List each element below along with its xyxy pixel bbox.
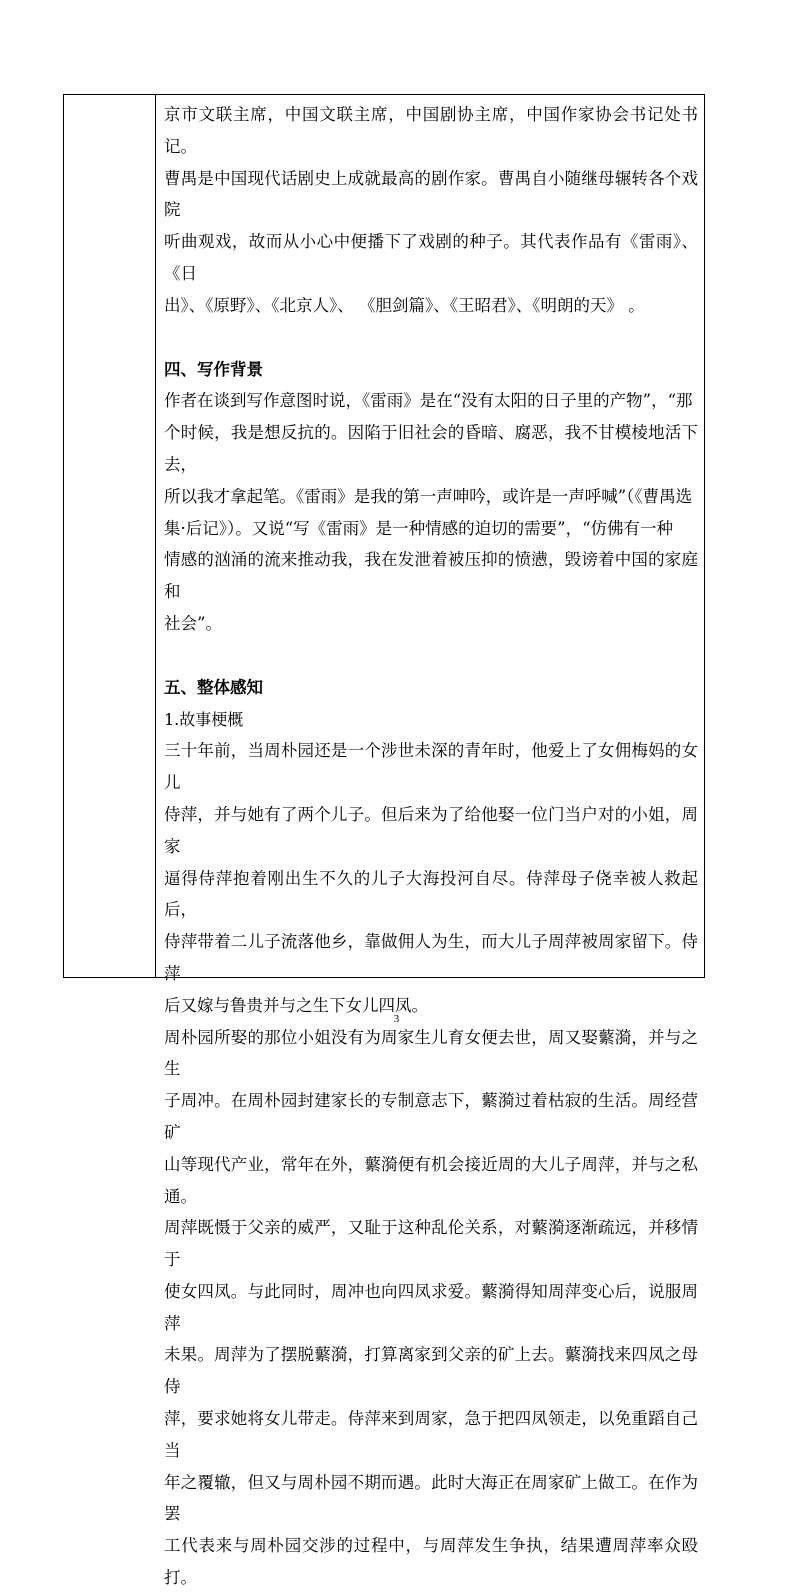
table-left-column (64, 95, 156, 977)
intro-paragraph (164, 99, 698, 322)
intro-line: 听曲观戏，故而从小心中便播下了戏剧的种子。其代表作品有《雷雨》、《日 (164, 232, 698, 283)
story-line: 侍萍带着二儿子流落他乡，靠做佣人为生，而大儿子周萍被周家留下。侍萍 (164, 932, 698, 983)
background-line: 情感的汹涌的流来推动我，我在发泄着被压抑的愤懑，毁谤着中国的家庭和 (164, 550, 698, 602)
story-line: 使女四凤。与此同时，周冲也向四凤求爱。蘩漪得知周萍变心后，说服周萍 (164, 1281, 698, 1333)
story-paragraph-2 (164, 1022, 698, 1594)
story-line: 三十年前，当周朴园还是一个涉世未深的青年时，他爱上了女佣梅妈的女儿 (164, 741, 698, 793)
background-line: 集·后记》）。又说“写《雷雨》是一种情感的迫切的需要”，“仿佛有一种 (164, 518, 674, 538)
story-paragraph-1 (164, 735, 698, 1021)
table-right-column (156, 95, 704, 1588)
story-line: 年之覆辙，但又与周朴园不期而遇。此时大海正在周家矿上做工。在作为罢 (164, 1472, 698, 1524)
story-line: 子周冲。在周朴园封建家长的专制意志下，蘩漪过着枯寂的生活。周经营矿 (164, 1091, 698, 1142)
story-line: 山等现代产业，常年在外，蘩漪便有机会接近周的大儿子周萍，并与之私通。 (164, 1154, 698, 1206)
intro-line: 出》、《原野》、《北京人》、 《胆剑篇》、《王昭君》、《明朗的天》 。 (164, 295, 645, 315)
story-line: 逼得侍萍抱着刚出生不久的儿子大海投河自尽。侍萍母子侥幸被人救起后， (164, 868, 698, 920)
story-line: 侍萍，并与她有了两个儿子。但后来为了给他娶一位门当户对的小姐，周家 (164, 804, 698, 856)
section-heading-writing-background: 四、写作背景 (164, 359, 263, 379)
background-line: 所以我才拿起笔。《雷雨》是我的第一声呻吟，或许是一声呼喊”（《曹禺选 (164, 486, 693, 506)
story-line: 周萍既慑于父亲的威严，又耻于这种乱伦关系，对蘩漪逐渐疏远，并移情于 (164, 1218, 698, 1270)
story-line: 工代表来与周朴园交涉的过程中，与周萍发生争执，结果遭周萍率众殴打。 (164, 1536, 698, 1588)
story-line: 未果。周萍为了摆脱蘩漪，打算离家到父亲的矿上去。蘩漪找来四凤之母侍 (164, 1345, 698, 1397)
intro-line: 京市文联主席，中国文联主席，中国剧协主席，中国作家协会书记处书记。 (164, 105, 698, 156)
intro-line: 曹禺是中国现代话剧史上成就最高的剧作家。曹禺自小随继母辗转各个戏院 (164, 168, 698, 220)
background-line: 作者在谈到写作意图时说，《雷雨》是在“没有太阳的日子里的产物”，“那 (164, 391, 693, 411)
background-line: 社会”。 (164, 613, 222, 633)
writing-background-paragraph (164, 385, 698, 639)
story-line: 周朴园所娶的那位小姐没有为周家生儿育女便去世，周又娶蘩漪，并与之生 (164, 1027, 698, 1079)
content-table (63, 94, 705, 1588)
story-line: 萍，要求她将女儿带走。侍萍来到周家，急于把四凤领走，以免重蹈自己当 (164, 1409, 698, 1460)
section-heading-overall-perception: 五、整体感知 (164, 677, 263, 697)
story-line: 后又嫁与鲁贵并与之生下女儿四凤。 (164, 995, 428, 1015)
page-number: 3 (393, 1013, 400, 1025)
subheading-story-summary: 1.故事梗概 (164, 709, 244, 729)
background-line: 个时候，我是想反抗的。因陷于旧社会的昏暗、腐恶，我不甘模棱地活下去， (164, 423, 698, 474)
